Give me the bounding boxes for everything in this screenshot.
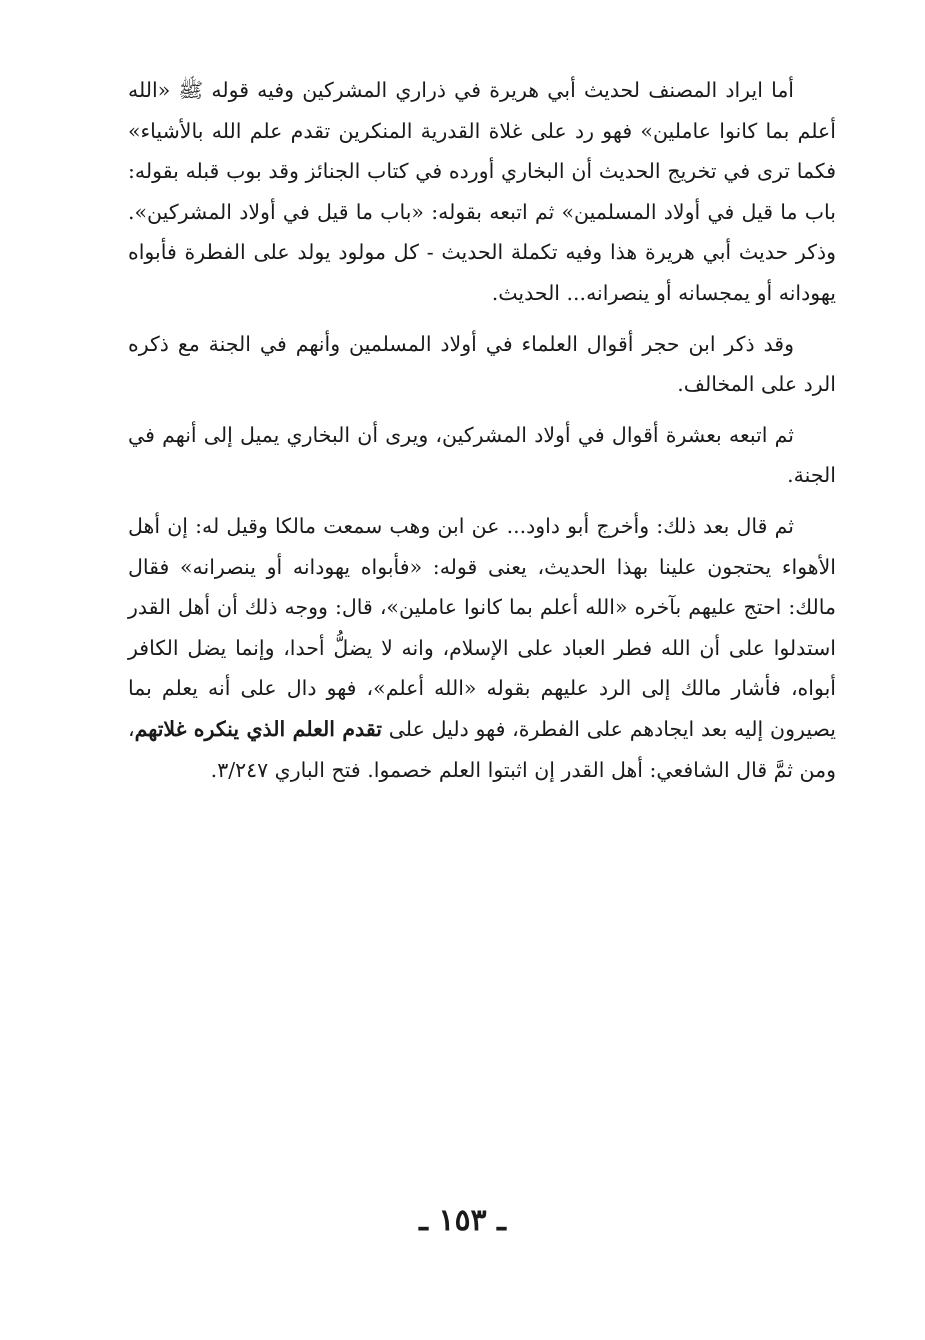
page-number: ـ ١٥٣ ـ bbox=[419, 1203, 506, 1238]
paragraph-4 bbox=[128, 506, 836, 790]
bold-phrase: تقدم العلم الذي ينكره غلاتهم bbox=[134, 716, 382, 741]
paragraph-2: وقد ذكر ابن حجر أقوال العلماء في أولاد المسلمين وأنهم في الجنة مع ذكره الرد على المخالف. bbox=[128, 331, 836, 397]
body-text bbox=[128, 70, 836, 800]
paragraph-1: أما ايراد المصنف لحديث أبي هريرة في ذراري المشركين وفيه قوله ﷺ «الله أعلم بما كانوا عاملين» فهو رد على غلاة القدرية المنكرين تقدم علم الله بالأشياء» فكما ترى في تخريج الحديث أن البخاري أورده في كتاب الجنائز وقد بوب قبله بقوله: باب ما قيل في أولاد المسلمين» ثم اتبعه بقوله: «باب ما قيل في أولاد المشركين». وذكر حديث أبي هريرة هذا وفيه تكملة الحديث - كل مولود يولد على الفطرة فأبواه يهودانه أو يمجسانه أو ينصرانه... الحديث. bbox=[128, 78, 836, 305]
paragraph-4-text: ثم قال بعد ذلك: وأخرج أبو داود... عن ابن وهب سمعت مالكا وقيل له: إن أهل الأهواء يحتجون علينا بهذا الحديث، يعنى قوله: «فأبواه يهودانه أو ينصرانه» فقال مالك: احتج عليهم بآخره «الله أعلم بما كانوا عاملين»، قال: ووجه ذلك أن أهل القدر استدلوا على أن الله فطر العباد على الإسلام، وانه لا يضلُّ أحدا، وإنما يضل الكافر أبواه، فأشار مالك إلى الرد عليهم بقوله «الله أعلم»، فهو دال على أنه يعلم بما يصيرون إليه بعد ايجادهم على الفطرة، فهو دليل على bbox=[128, 513, 836, 741]
paragraph-3: ثم اتبعه بعشرة أقوال في أولاد المشركين، ويرى أن البخاري يميل إلى أنهم في الجنة. bbox=[128, 422, 836, 488]
paragraph-4-ending: ، ومن ثمَّ قال الشافعي: أهل القدر إن اثبتوا العلم خصموا. فتح الباري ٣/٢٤٧. bbox=[128, 716, 836, 782]
